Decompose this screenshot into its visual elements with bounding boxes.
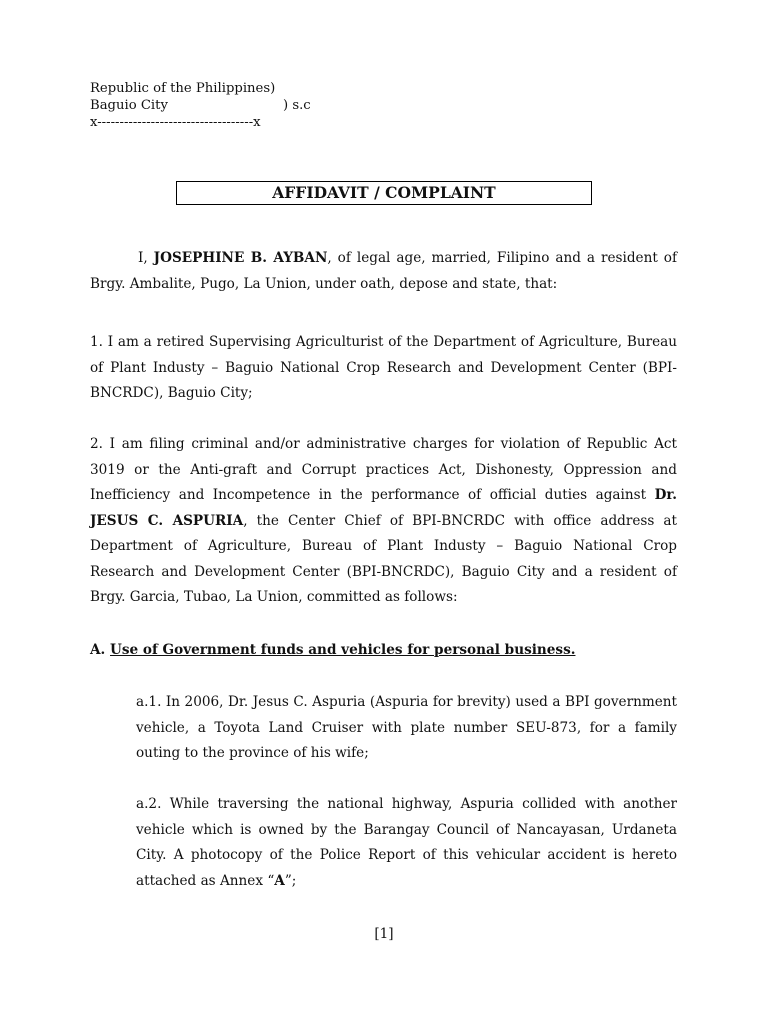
annex-label: A [274,872,285,889]
section-a-title: Use of Government funds and vehicles for personal business. [110,642,576,658]
paragraph-2: 2. I am filing criminal and/or administrative charges for violation of Republic Act 3019 or the Anti-graft and Corrupt practices Act, Dishonesty, Oppression and Inefficiency and Incompetence in the performance of official duties against Dr. JESUS C. ASPURIA, the Center Chief of BPI-BNCRDC with office address at Department of Agriculture, Bureau of Plant Industy – Baguio National Crop Research and Development Center (BPI-BNCRDC), Baguio City and a resident of Brgy. Garcia, Tubao, La Union, committed as follows: [90,436,677,605]
venue-separator: x-----------------------------------x [90,115,261,130]
item-a1: a.1. In 2006, Dr. Jesus C. Aspuria (Aspuria for brevity) used a BPI government vehicle, a Toyota Land Cruiser with plate number SEU-873, for a family outing to the province of his wife; [136,694,677,761]
paragraph-1: 1. I am a retired Supervising Agriculturist of the Department of Agriculture, Bureau of Plant Industy – Baguio National Crop Research and Development Center (BPI-BNCRDC), Baguio City; [90,334,677,401]
intro-paragraph: I, JOSEPHINE B. AYBAN, of legal age, married, Filipino and a resident of Brgy. Ambalite, Pugo, La Union, under oath, depose and state, that: [90,250,677,292]
venue-block [90,80,311,131]
respondent-name: Dr. JESUS C. ASPURIA [90,487,677,529]
venue-line-2: Baguio City ) s.c [90,98,311,113]
document-title: AFFIDAVIT / COMPLAINT [176,181,592,205]
affiant-name: JOSEPHINE B. AYBAN [153,250,328,266]
venue-line-1: Republic of the Philippines) [90,81,276,96]
page-number: [1] [374,926,394,942]
section-a-heading: A. Use of Government funds and vehicles for personal business. [90,642,576,658]
item-a2: a.2. While traversing the national highway, Aspuria collided with another vehicle which is owned by the Barangay Council of Nancayasan, Urdaneta City. A photocopy of the Police Report of this vehicular accident is hereto attached as Annex “A”; [136,796,677,889]
